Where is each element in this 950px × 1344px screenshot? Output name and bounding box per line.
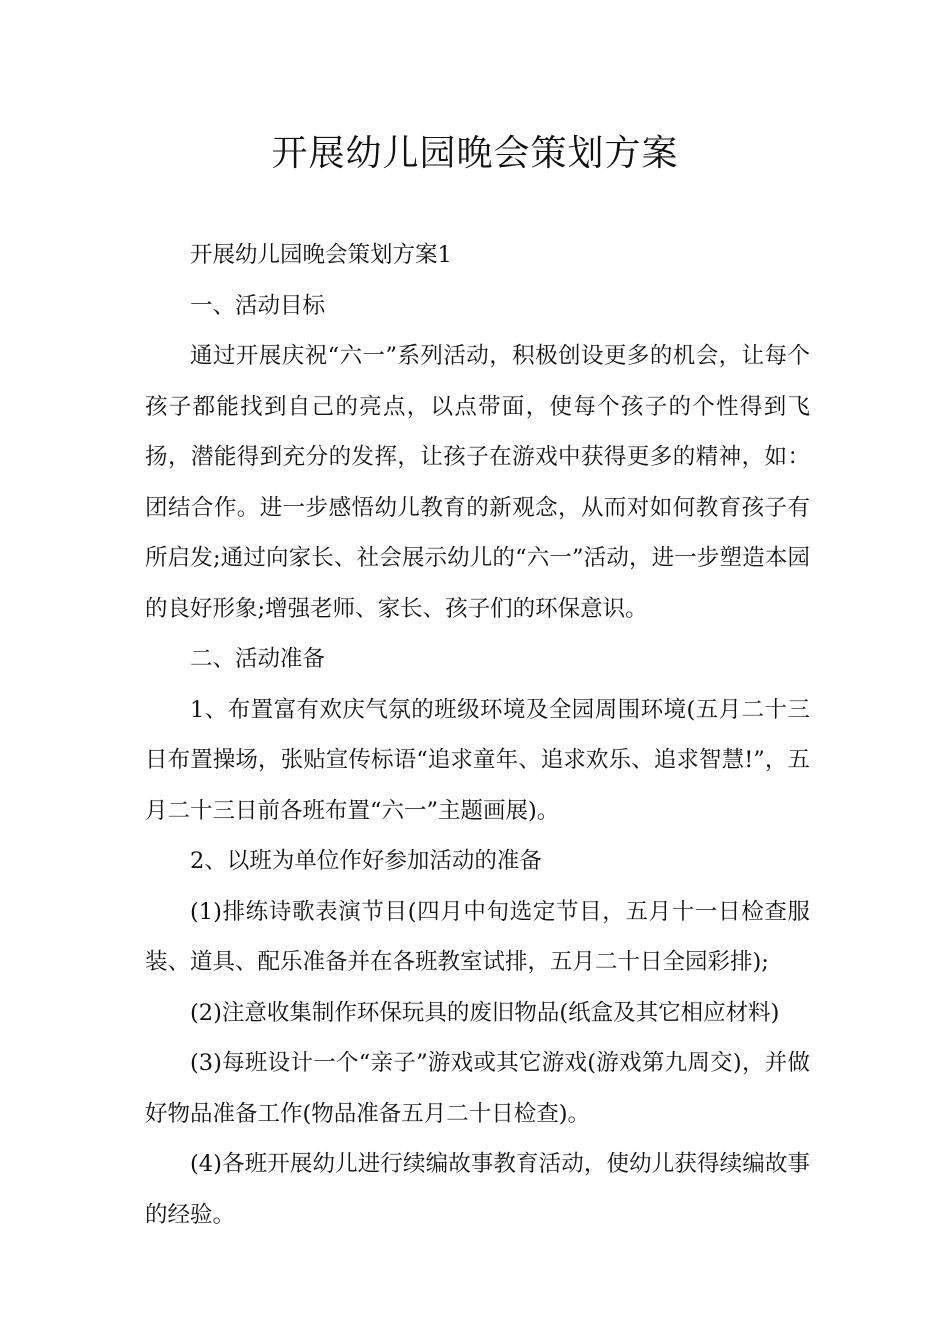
paragraph-prep-2-item-3: (3)每班设计一个“亲子”游戏或其它游戏(游戏第九周交)，并做好物品准备工作(物品准备五月二十日检查)。 xyxy=(145,1050,810,1127)
document-title: 开展幼儿园晚会策划方案 xyxy=(271,133,679,174)
section-heading-goals: 一、活动目标 xyxy=(190,292,326,319)
paragraph-prep-1: 1、布置富有欢庆气氛的班级环境及全园周围环境(五月二十三日布置操场，张贴宣传标语“追求童年、追求欢乐、追求智慧!”，五月二十三日前各班布置“六一”主题画展)。 xyxy=(145,696,810,824)
paragraph-goals: 通过开展庆祝“六一”系列活动，积极创设更多的机会，让每个孩子都能找到自己的亮点，以点带面，使每个孩子的个性得到飞扬，潜能得到充分的发挥，让孩子在游戏中获得更多的精神，如：团结合作。进一步感悟幼儿教育的新观念，从而对如何教育孩子有所启发;通过向家长、社会展示幼儿的“六一”活动，进一步塑造本园的良好形象;增强老师、家长、孩子们的环保意识。 xyxy=(145,343,810,622)
paragraph-prep-2-item-1: (1)排练诗歌表演节目(四月中旬选定节目，五月十一日检查服装、道具、配乐准备并在各班教室试排，五月二十日全园彩排); xyxy=(145,898,810,975)
document-body xyxy=(145,230,810,1240)
section-heading-preparation: 二、活动准备 xyxy=(190,646,326,672)
paragraph-prep-2: 2、以班为单位作好参加活动的准备 xyxy=(190,848,542,874)
section-heading-plan-1: 开展幼儿园晚会策划方案1 xyxy=(190,242,452,268)
paragraph-prep-2-item-4: (4)各班开展幼儿进行续编故事教育活动，使幼儿获得续编故事的经验。 xyxy=(145,1151,810,1228)
paragraph-prep-2-item-2: (2)注意收集制作环保玩具的废旧物品(纸盒及其它相应材料) xyxy=(190,999,780,1026)
